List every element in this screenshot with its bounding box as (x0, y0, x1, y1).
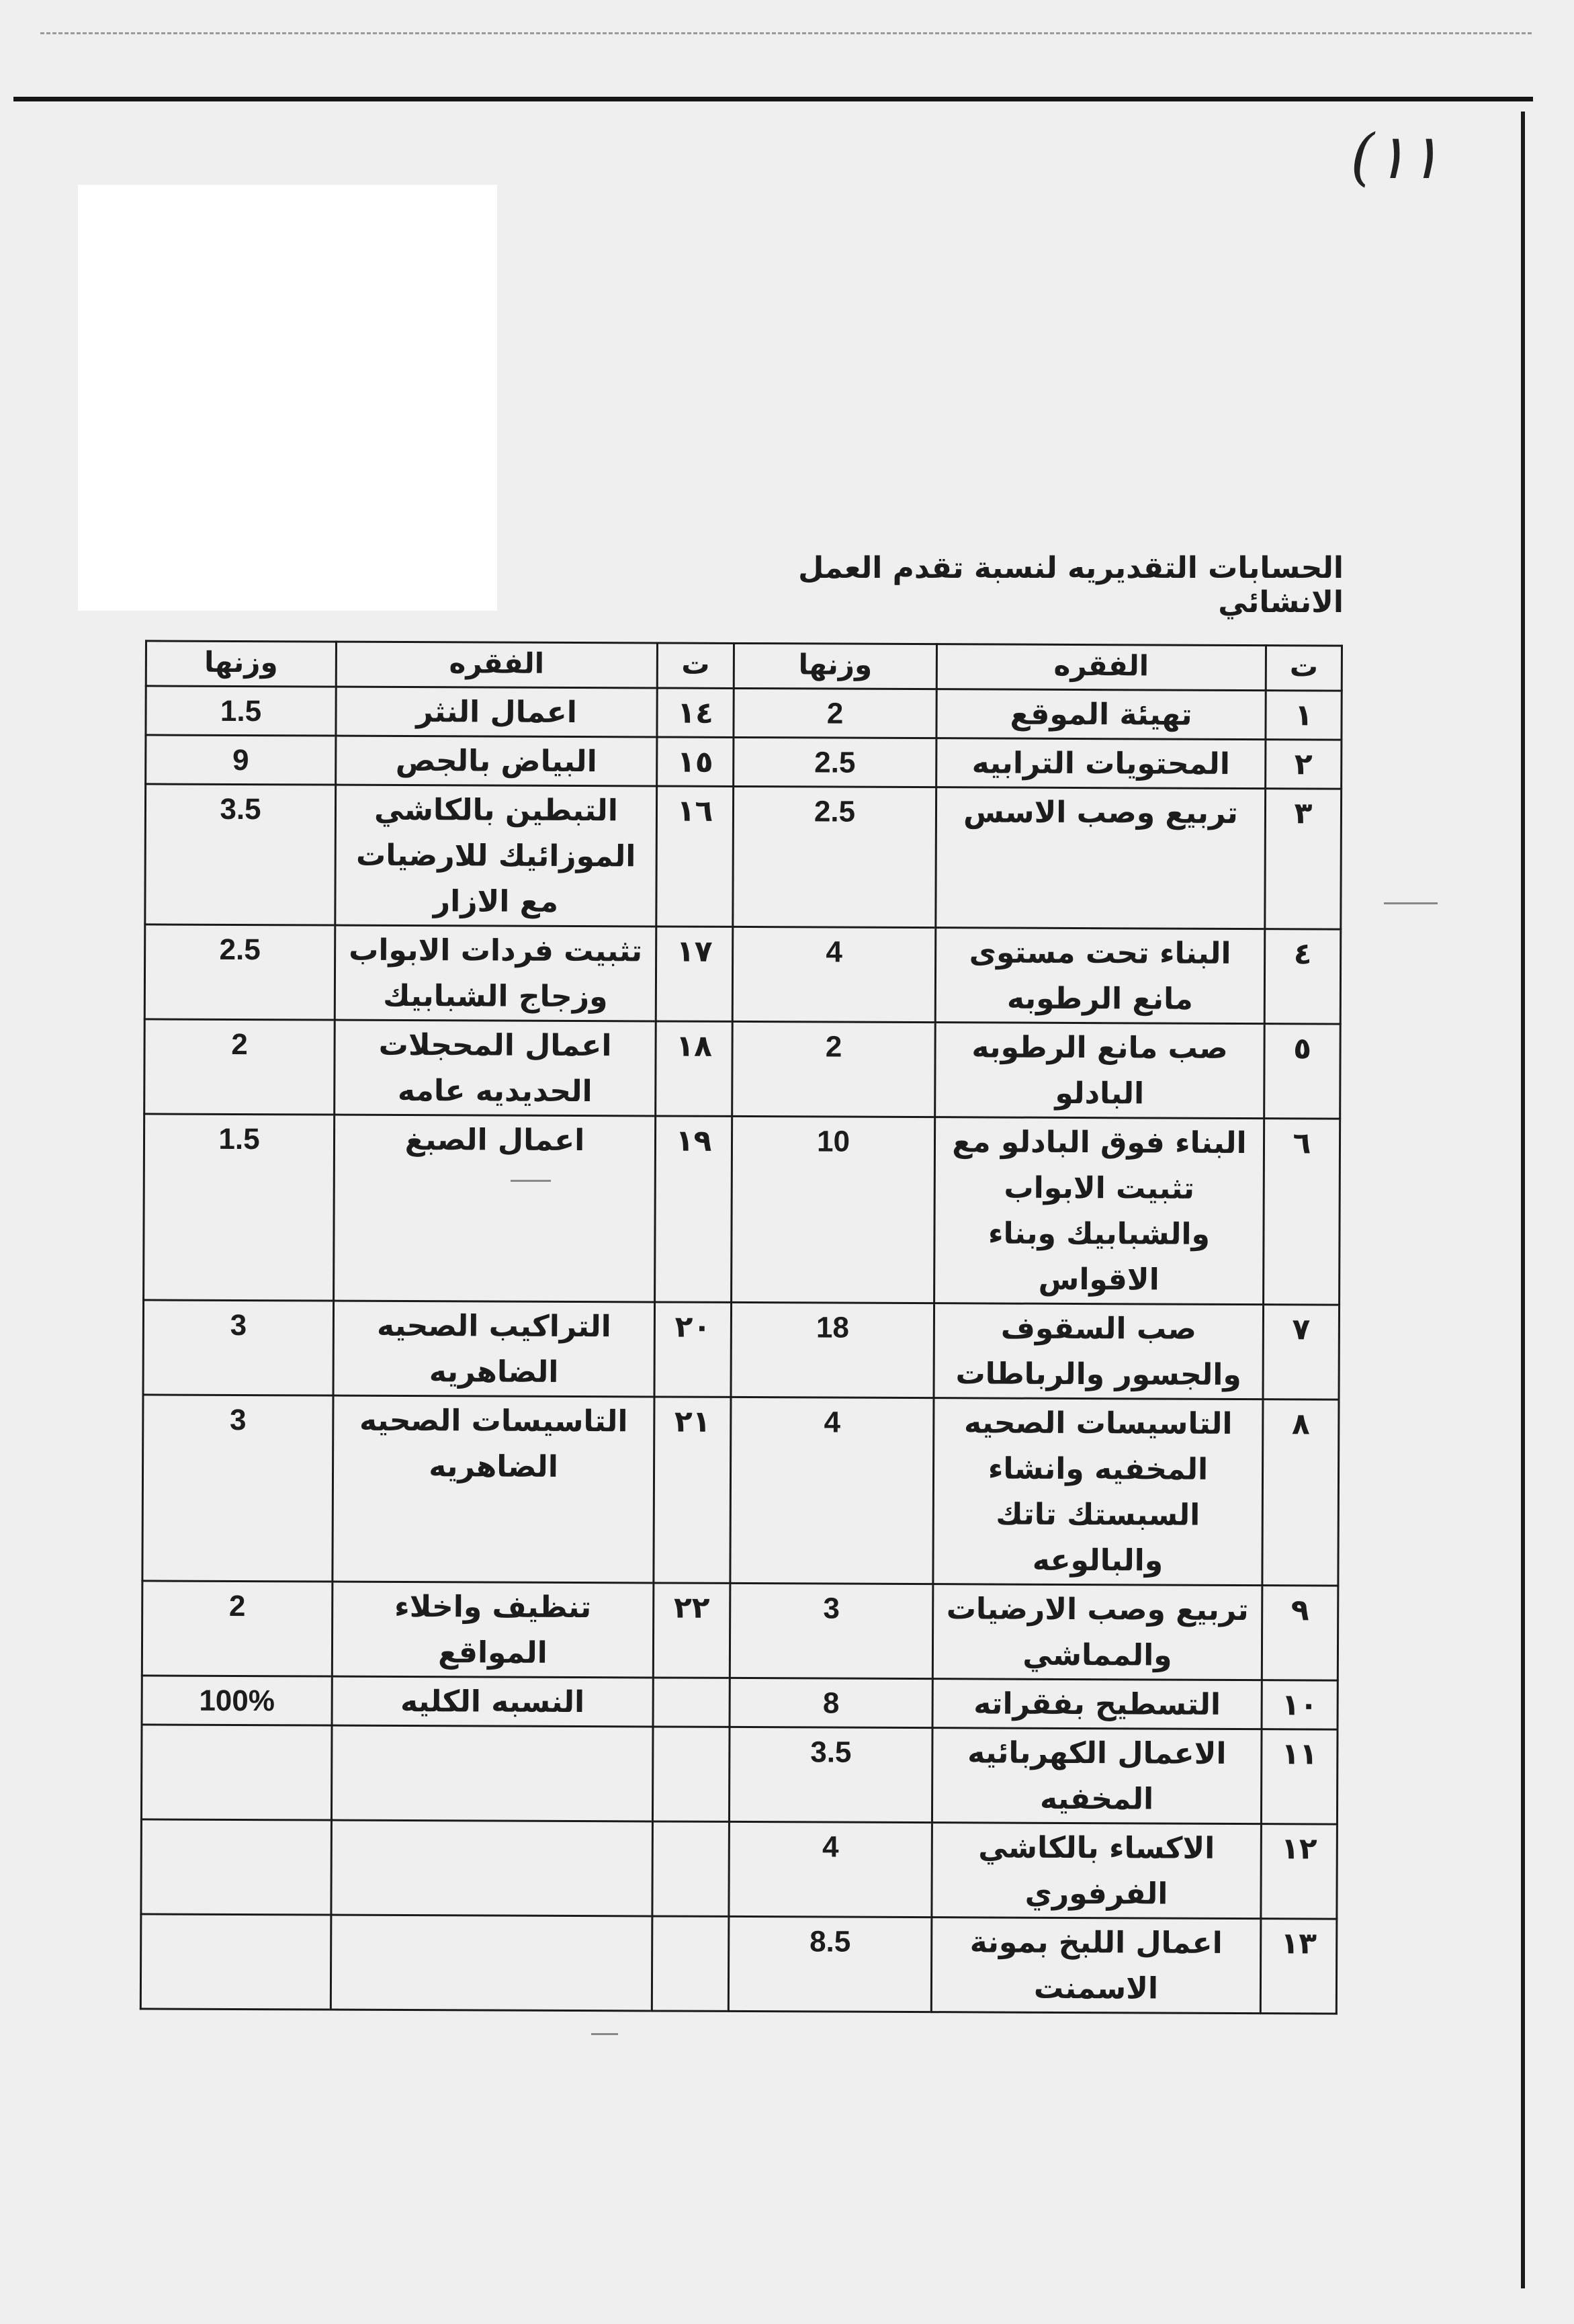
row-weight: 8 (730, 1678, 932, 1727)
row-item: تثبيت فردات الابواب وزجاج الشبابيك (335, 925, 656, 1021)
document-title: الحسابات التقديريه لنسبة تقدم العمل الانشائي (798, 551, 1344, 619)
row-weight: 9 (146, 735, 336, 785)
row-seq (653, 1678, 730, 1727)
row-weight: 3 (142, 1395, 333, 1582)
row-seq: ٢٢ (653, 1583, 730, 1678)
row-seq (652, 1821, 730, 1916)
row-weight: 3.5 (729, 1727, 932, 1822)
row-weight: 4 (732, 927, 936, 1022)
row-seq: ١٤ (657, 688, 734, 737)
table-row (142, 1395, 1339, 1586)
progress-table-wrapper (140, 640, 1341, 2006)
row-weight: 1.5 (146, 686, 336, 736)
table-row (144, 924, 1341, 1024)
row-weight: 2 (732, 1021, 936, 1117)
row-item: تنظيف واخلاء المواقع (332, 1582, 654, 1678)
row-item: تربيع وصب الاسس (936, 787, 1266, 929)
row-seq: ١٢ (1261, 1824, 1338, 1919)
row-item (331, 1915, 652, 2011)
row-seq: ٧ (1263, 1305, 1340, 1400)
table-row (141, 1725, 1338, 1824)
row-item: الاكساء بالكاشي الفرفوري (932, 1823, 1262, 1919)
table-row (140, 1914, 1337, 2014)
row-seq: ٣ (1265, 789, 1342, 929)
row-weight: 1.5 (144, 1114, 335, 1301)
row-item: الاعمال الكهربائيه المخفيه (932, 1728, 1262, 1824)
row-item: البناء فوق البادلو مع تثبيت الابواب والشبابيك وبناء الاقواس (934, 1117, 1264, 1305)
row-item: صب مانع الرطوبه البادلو (935, 1023, 1265, 1119)
row-item: التراكيب الصحيه الضاهريه (333, 1301, 655, 1397)
row-item: المحتويات الترابيه (936, 738, 1266, 789)
row-seq: ١٥ (657, 737, 734, 786)
header-item-left: الفقره (336, 642, 657, 688)
row-seq: ٢٠ (654, 1302, 732, 1397)
row-seq: ١١ (1261, 1729, 1338, 1824)
table-header-row (146, 641, 1342, 691)
redaction-box (78, 185, 497, 611)
row-weight: 3 (143, 1300, 334, 1395)
row-weight: 2 (144, 1019, 335, 1115)
table-row (141, 1819, 1338, 1919)
table-row (145, 784, 1342, 929)
row-seq: ٢ (1266, 740, 1342, 789)
table-row (146, 735, 1342, 789)
row-seq: ٦ (1264, 1119, 1340, 1305)
row-seq: ١٦ (656, 786, 734, 927)
row-weight: 2 (142, 1581, 333, 1676)
row-seq (652, 1916, 729, 2011)
table-row (144, 1114, 1340, 1305)
header-seq-left: ت (657, 643, 734, 688)
row-item: اعمال المحجلات الحديديه عامه (335, 1020, 656, 1116)
scan-edge-dashes (40, 32, 1532, 34)
table-row (143, 1300, 1340, 1400)
row-item: اعمال النثر (336, 687, 657, 737)
row-seq: ٨ (1262, 1400, 1339, 1586)
header-item-right: الفقره (936, 644, 1266, 691)
row-item: اعمال الصبغ (334, 1115, 656, 1302)
row-weight: 18 (731, 1302, 934, 1397)
row-seq: ١٨ (656, 1021, 733, 1116)
header-weight-right: وزنها (734, 643, 936, 689)
page-right-border (1521, 112, 1525, 2288)
table-row (142, 1676, 1338, 1729)
row-weight: 8.5 (728, 1916, 932, 2012)
row-weight: 2 (734, 688, 936, 738)
row-item: التبطين بالكاشي الموزائيك للارضيات مع الازار (335, 785, 657, 927)
total-label: النسبه الكليه (332, 1676, 653, 1727)
row-item: صب السقوف والجسور والرباطات (934, 1303, 1264, 1400)
row-weight (140, 1914, 331, 2010)
row-seq (652, 1727, 730, 1821)
row-item (331, 1725, 653, 1821)
row-weight: 3 (730, 1583, 933, 1678)
row-seq: ٩ (1262, 1586, 1338, 1680)
row-seq: ١٠ (1262, 1680, 1338, 1729)
total-value: 100% (142, 1676, 332, 1725)
row-seq: ١٩ (655, 1116, 732, 1302)
row-item: التسطيح بفقراته (932, 1679, 1262, 1729)
row-weight: 2.5 (734, 737, 936, 787)
page-number: (١١ (1350, 121, 1441, 193)
row-weight: 2.5 (144, 924, 335, 1020)
scan-mark (591, 2033, 618, 2035)
row-seq: ١ (1266, 691, 1342, 740)
table-row (142, 1581, 1338, 1680)
row-weight: 3.5 (145, 784, 336, 925)
row-seq: ٤ (1264, 929, 1341, 1024)
header-seq-right: ت (1266, 646, 1342, 691)
row-item: تربيع وصب الارضيات والمماشي (932, 1584, 1262, 1680)
row-seq: ٥ (1264, 1024, 1341, 1119)
table-row (146, 686, 1342, 740)
scan-mark (511, 1180, 551, 1182)
row-item (331, 1820, 653, 1916)
row-item: البناء تحت مستوى مانع الرطوبه (935, 928, 1265, 1024)
page-top-border (13, 97, 1533, 101)
row-item: اعمال اللبخ بمونة الاسمنت (931, 1918, 1261, 2014)
row-weight: 2.5 (733, 786, 936, 927)
row-weight: 4 (729, 1821, 932, 1917)
row-seq: ٢١ (654, 1397, 731, 1583)
row-seq: ١٧ (656, 927, 733, 1021)
scan-mark (1384, 902, 1438, 904)
header-weight-left: وزنها (146, 641, 336, 687)
row-item: التاسيسات الصحيه المخفيه وانشاء السبستك تاتك والبالوعه (933, 1398, 1263, 1586)
progress-weights-table (140, 640, 1343, 2014)
table-row (144, 1019, 1341, 1119)
row-weight (141, 1819, 332, 1915)
row-item: التاسيسات الصحيه الضاهريه (333, 1395, 654, 1583)
row-item: البياض بالجص (336, 736, 657, 786)
row-weight: 10 (732, 1116, 935, 1303)
row-seq: ١٣ (1260, 1919, 1337, 2014)
row-weight: 4 (730, 1397, 934, 1584)
row-item: تهيئة الموقع (936, 689, 1266, 740)
row-weight (141, 1725, 332, 1820)
